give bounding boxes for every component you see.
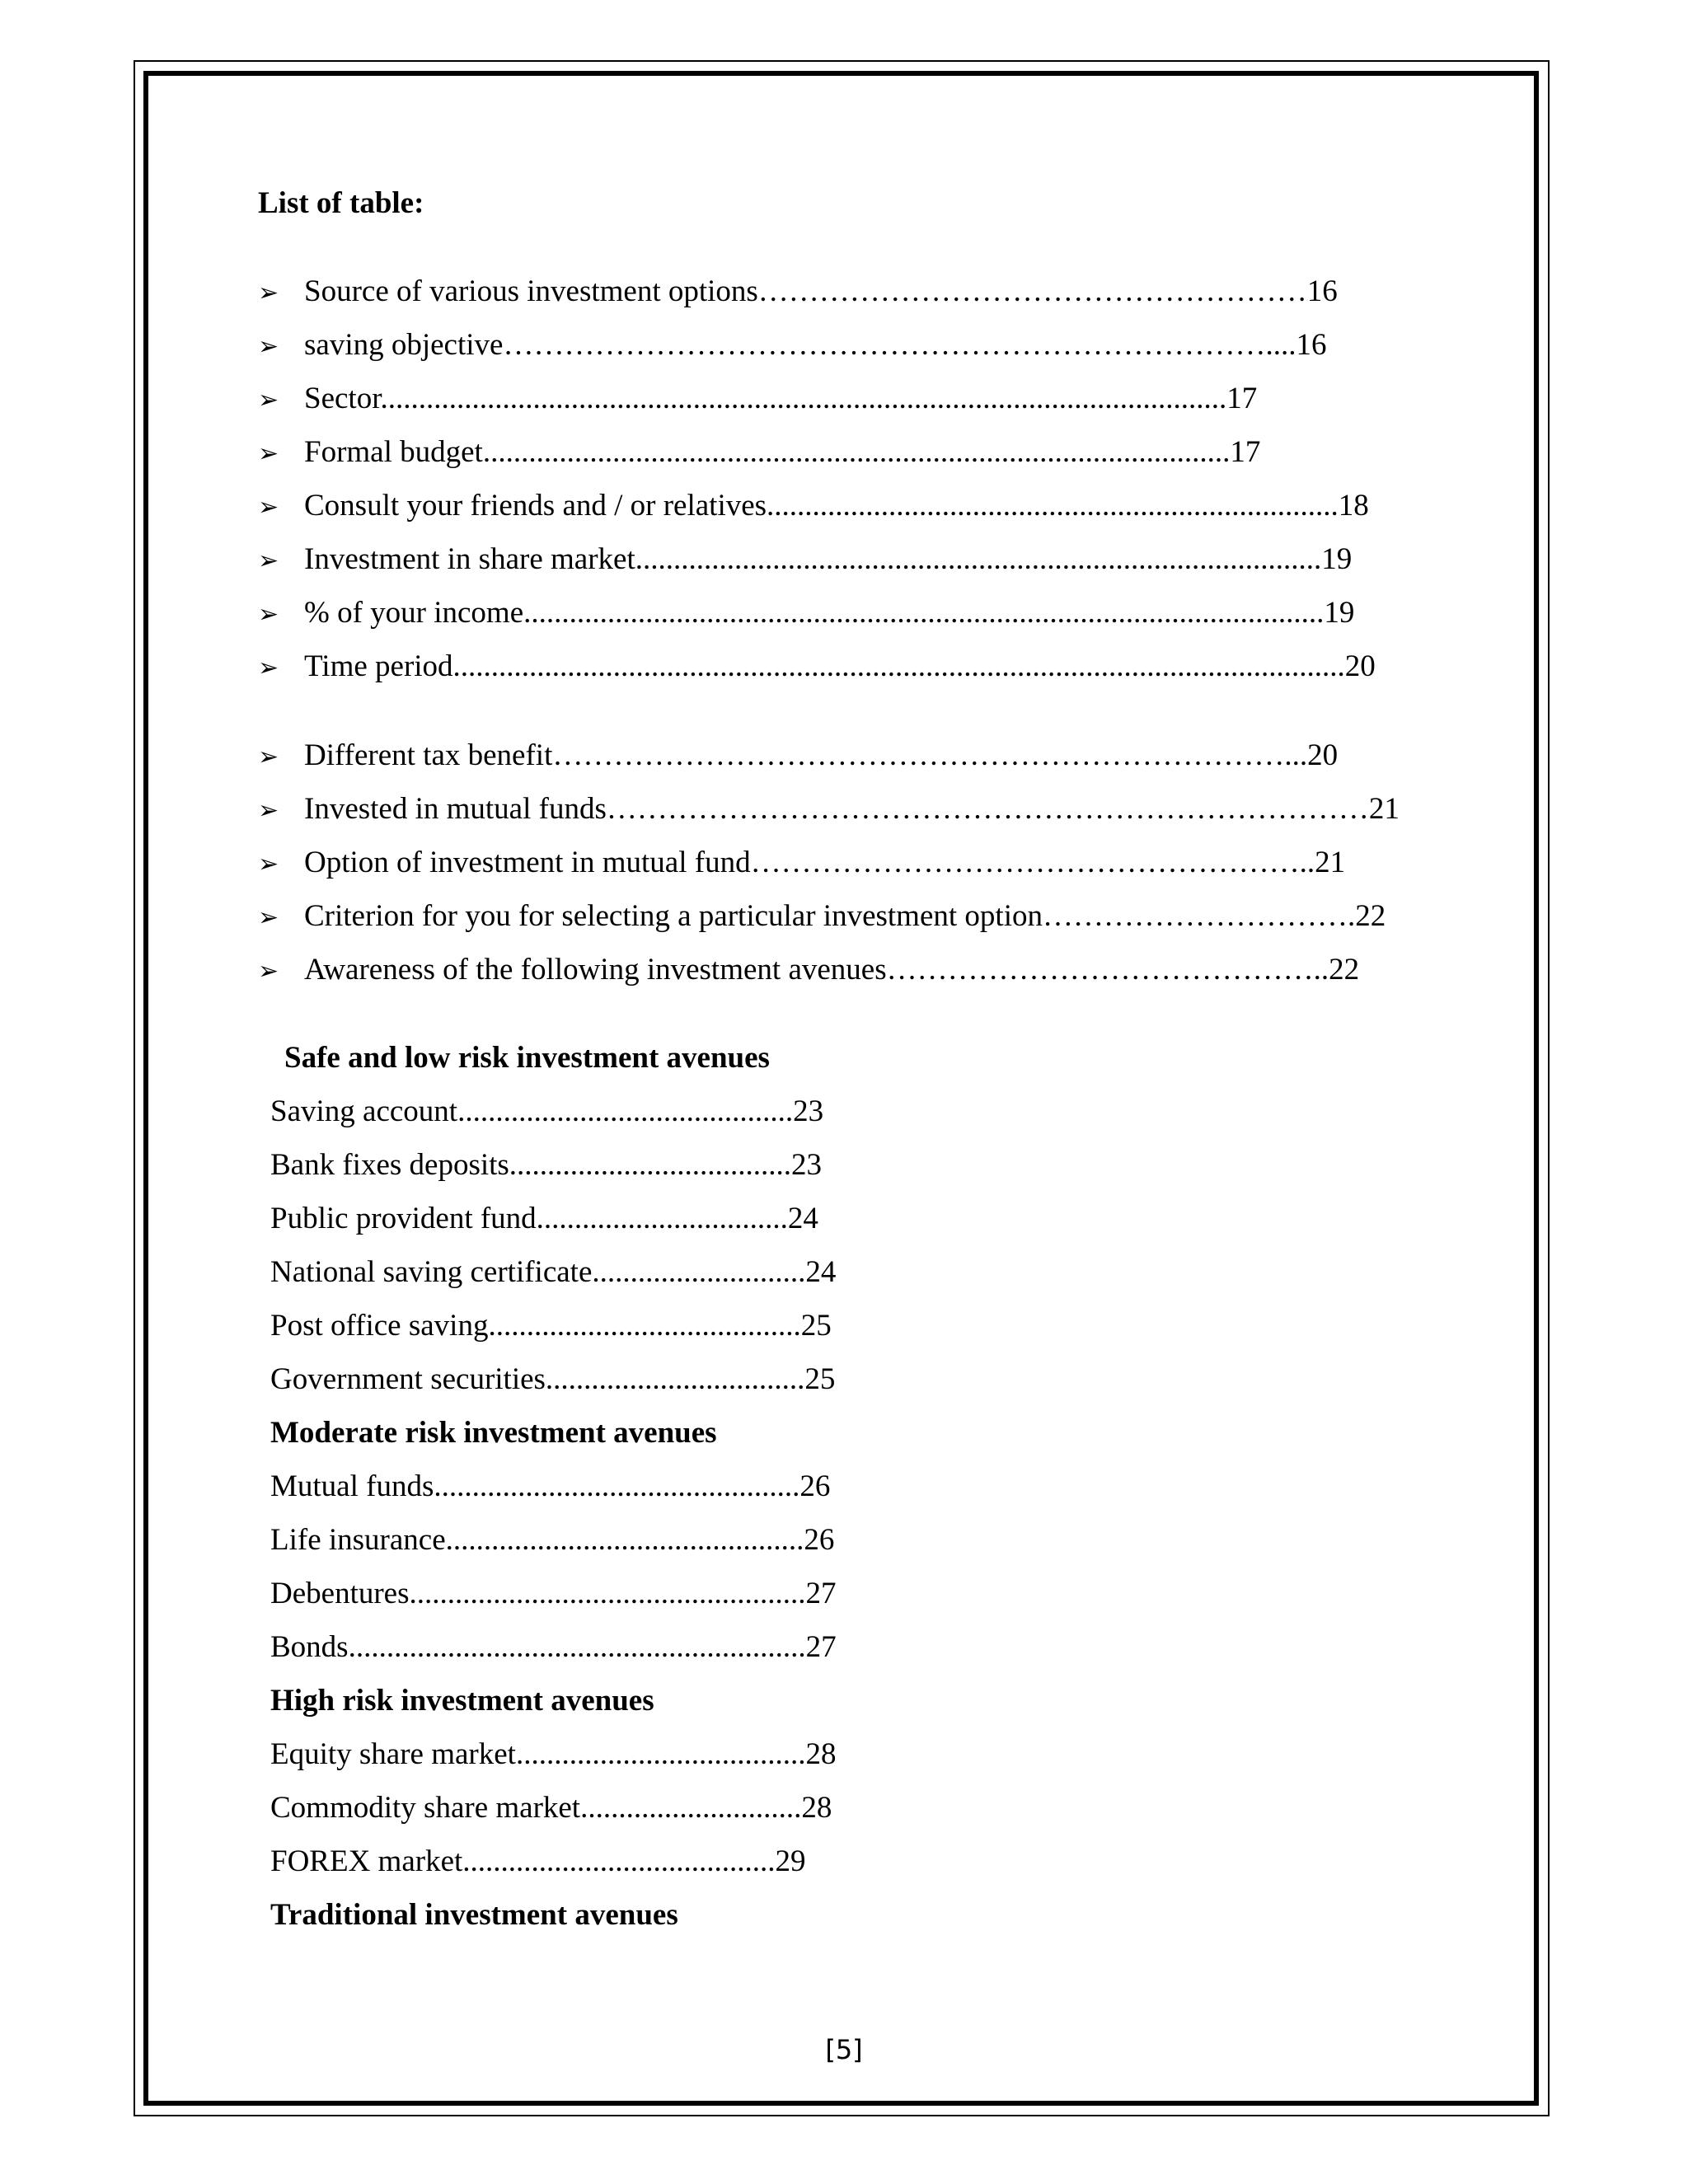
- list-item: Mutual funds................................................26: [270, 1469, 831, 1503]
- arrowhead-bullet-icon: ➢: [258, 332, 279, 361]
- list-item: National saving certificate............................24: [270, 1255, 837, 1289]
- arrowhead-bullet-icon: ➢: [258, 850, 279, 879]
- list-item-text: Option of investment in mutual fund………………………………………………..21: [304, 846, 1346, 879]
- list-item: [258, 488, 1369, 529]
- arrowhead-bullet-icon: ➢: [258, 600, 279, 629]
- list-item: [258, 327, 1326, 368]
- section-heading-safe: Safe and low risk investment avenues: [284, 1041, 770, 1075]
- list-item: [258, 541, 1352, 583]
- list-item-text: Criterion for you for selecting a particular investment option………………………….22: [304, 899, 1386, 933]
- section-heading-traditional: Traditional investment avenues: [270, 1898, 678, 1932]
- list-item: Saving account............................................23: [270, 1094, 824, 1128]
- list-item-text: Time period.....................................................................................................................20: [304, 649, 1376, 683]
- list-item: [258, 845, 1345, 886]
- list-item-text: Different tax benefit………………………………………………………………...20: [304, 738, 1339, 772]
- list-item: [258, 791, 1400, 832]
- arrowhead-bullet-icon: ➢: [258, 386, 279, 415]
- list-item-text: Awareness of the following investment avenues……………………………………..22: [304, 953, 1360, 987]
- list-item: Bonds............................................................27: [270, 1630, 837, 1664]
- section-heading-moderate: Moderate risk investment avenues: [270, 1416, 717, 1450]
- list-item-text: % of your income.........................................................................................................19: [304, 596, 1355, 630]
- list-item-text: Source of various investment options………………………………………………16: [304, 274, 1338, 308]
- list-item: [258, 434, 1260, 476]
- list-item: Commodity share market.............................28: [270, 1791, 832, 1825]
- list-item: Government securities..................................25: [270, 1362, 836, 1396]
- arrowhead-bullet-icon: ➢: [258, 439, 279, 468]
- list-item: Bank fixes deposits.....................................23: [270, 1148, 823, 1182]
- list-item: [258, 898, 1386, 940]
- list-item: [258, 274, 1338, 315]
- list-item: Life insurance...............................................26: [270, 1523, 835, 1557]
- list-item-text: Sector...............................................................................................................17: [304, 382, 1258, 415]
- arrowhead-bullet-icon: ➢: [258, 654, 279, 682]
- list-item-text: Formal budget..................................................................................................17: [304, 435, 1261, 469]
- list-item-text: Invested in mutual funds…………………………………………………………………21: [304, 792, 1400, 826]
- arrowhead-bullet-icon: ➢: [258, 279, 279, 307]
- page-number: [5]: [825, 2034, 863, 2065]
- arrowhead-bullet-icon: ➢: [258, 903, 279, 932]
- list-item: Equity share market......................................28: [270, 1737, 837, 1771]
- arrowhead-bullet-icon: ➢: [258, 743, 279, 771]
- list-item: [258, 381, 1257, 422]
- arrowhead-bullet-icon: ➢: [258, 796, 279, 825]
- list-item: [258, 649, 1376, 690]
- arrowhead-bullet-icon: ➢: [258, 493, 279, 522]
- list-item: [258, 738, 1338, 779]
- list-item: Debentures....................................................27: [270, 1577, 837, 1610]
- list-item-text: Investment in share market..........................................................................................19: [304, 542, 1353, 576]
- list-item: Post office saving.........................................25: [270, 1309, 832, 1343]
- arrowhead-bullet-icon: ➢: [258, 957, 279, 986]
- list-item: FOREX market.........................................29: [270, 1844, 806, 1878]
- list-item: [258, 952, 1359, 993]
- arrowhead-bullet-icon: ➢: [258, 546, 279, 575]
- list-item-text: Consult your friends and / or relatives...........................................................................18: [304, 489, 1369, 523]
- list-item-text: saving objective…………………………………………………………………....16: [304, 328, 1327, 362]
- section-heading-high: High risk investment avenues: [270, 1684, 654, 1718]
- list-item: Public provident fund.................................24: [270, 1202, 818, 1235]
- list-item: [258, 595, 1354, 636]
- page-title: List of table:: [258, 186, 424, 220]
